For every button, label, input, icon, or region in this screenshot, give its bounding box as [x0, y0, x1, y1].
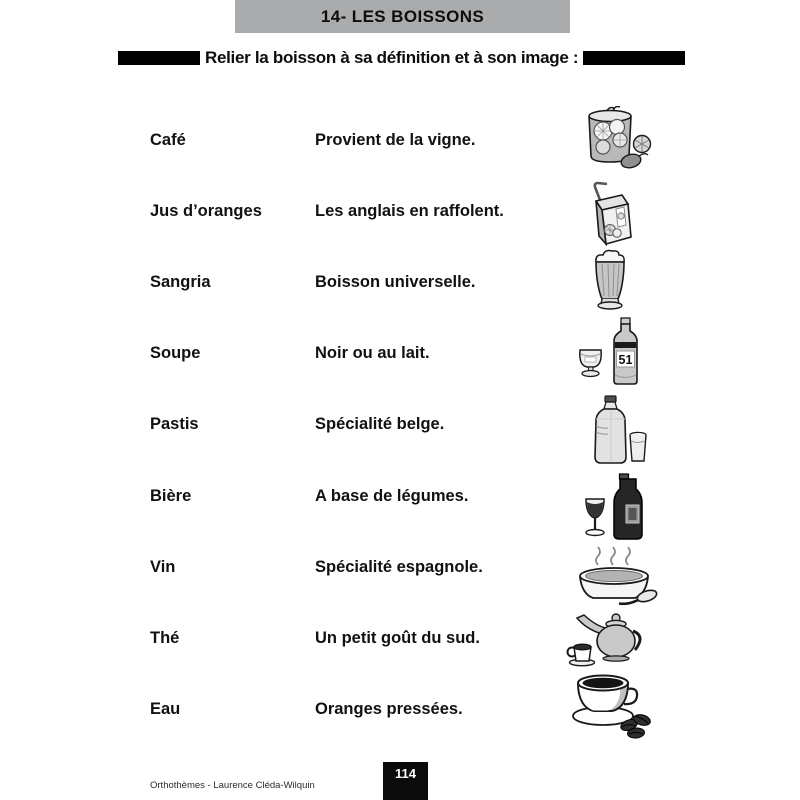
exercise-row: [150, 131, 475, 153]
definition-text: Les anglais en raffolent.: [315, 202, 504, 220]
exercise-row: [150, 700, 463, 722]
exercise-row: [150, 558, 483, 580]
page-number-badge: [383, 762, 428, 800]
definition-text: A base de légumes.: [315, 487, 469, 505]
juice-carton-icon: [578, 180, 640, 246]
definition-text: Noir ou au lait.: [315, 344, 430, 362]
definition-text: Spécialité espagnole.: [315, 558, 483, 576]
footer-credit: Orthothèmes - Laurence Cléda-Wilquin: [150, 780, 315, 791]
beer-glass-icon: [585, 249, 637, 311]
definition-text: Oranges pressées.: [315, 700, 463, 718]
drink-name: Café: [150, 131, 186, 149]
drink-name: Vin: [150, 558, 176, 576]
pastis-label: 51: [618, 353, 633, 367]
exercise-row: [150, 202, 504, 224]
pastis-bottle-icon: [572, 317, 650, 387]
drink-name: Thé: [150, 629, 180, 647]
drink-name: Bière: [150, 487, 192, 505]
exercise-row: [150, 487, 468, 509]
exercise-row: [150, 415, 444, 437]
drink-name: Eau: [150, 700, 181, 718]
coffee-cup-icon: [564, 665, 656, 741]
definition-text: Provient de la vigne.: [315, 131, 476, 149]
definition-text: Boisson universelle.: [315, 273, 476, 291]
right-black-bar: [583, 51, 685, 65]
wine-bottle-glass-icon: [580, 473, 648, 541]
teapot-icon: [564, 609, 656, 667]
chapter-banner: [235, 0, 570, 33]
page-number: 114: [395, 766, 416, 781]
instruction-row: [118, 44, 685, 72]
sangria-pitcher-icon: [570, 106, 658, 176]
drink-name: Sangria: [150, 273, 211, 291]
exercise-row: [150, 344, 430, 366]
water-bottle-icon: [578, 395, 650, 469]
definition-text: Spécialité belge.: [315, 415, 445, 433]
exercise-row: [150, 629, 480, 651]
left-black-bar: [118, 51, 200, 65]
exercise-row: [150, 273, 475, 295]
drink-name: Soupe: [150, 344, 201, 362]
definition-text: Un petit goût du sud.: [315, 629, 480, 647]
instruction-text: Relier la boisson à sa définition et à son image :: [205, 48, 579, 67]
drink-name: Pastis: [150, 415, 199, 433]
soup-bowl-icon: [568, 545, 660, 607]
chapter-title: 14- LES BOISSONS: [320, 6, 485, 26]
drink-name: Jus d’oranges: [150, 202, 262, 220]
